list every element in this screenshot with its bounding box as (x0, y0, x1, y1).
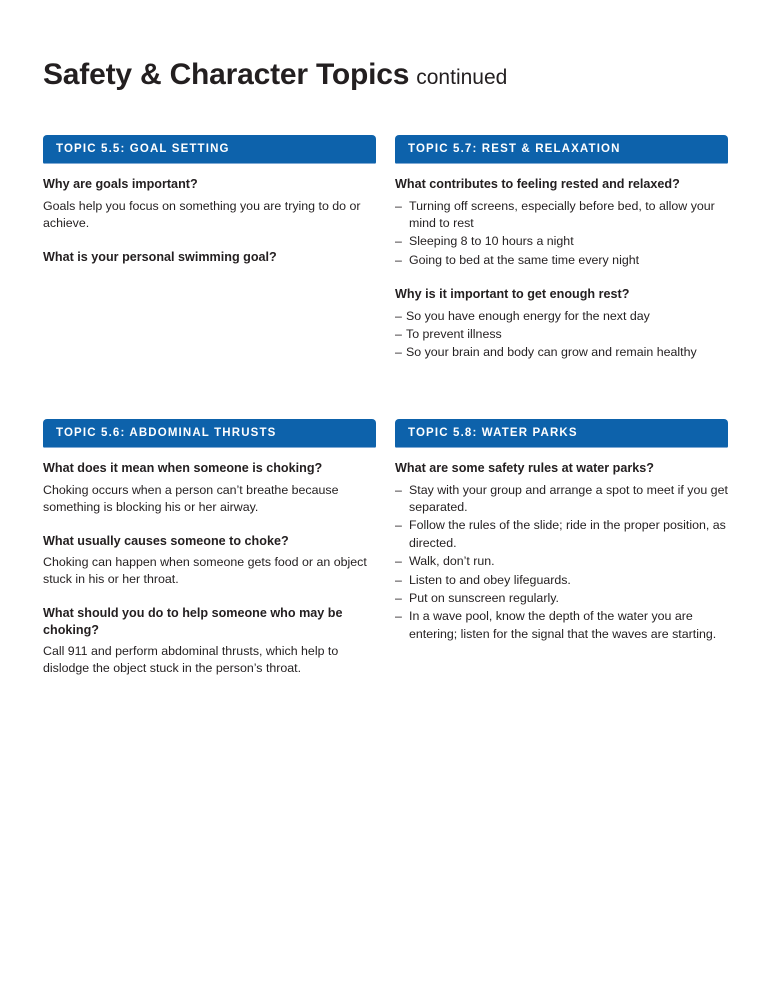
list-item: – Going to bed at the same time every night (395, 252, 728, 269)
list-item: – Stay with your group and arrange a spot to meet if you get separated. (395, 482, 728, 517)
qa-block (395, 176, 728, 269)
qa-block (395, 460, 728, 643)
question-text: What usually causes someone to choke? (43, 533, 289, 548)
list-item: – Walk, don’t run. (395, 553, 728, 570)
answer-list (395, 198, 728, 270)
list-item: – Turning off screens, especially before bed, to allow your mind to rest (395, 198, 728, 233)
topic-body (395, 448, 728, 643)
answer-text: Call 911 and perform abdominal thrusts, which help to dislodge the object stuck in the person’s throat. (43, 644, 339, 675)
list-item: – Sleeping 8 to 10 hours a night (395, 233, 728, 250)
topic-section-5-8 (395, 419, 728, 644)
list-item: – So you have enough energy for the next day (395, 308, 728, 325)
question-text: What are some safety rules at water parks? (395, 461, 654, 475)
page-title-continued: continued (416, 66, 508, 89)
question-text: What does it mean when someone is choking? (43, 461, 323, 475)
list-item: – Listen to and obey lifeguards. (395, 572, 728, 589)
question-text: Why are goals important? (43, 177, 198, 191)
list-item: – So your brain and body can grow and remain healthy (395, 344, 728, 361)
topic-header-bar (395, 135, 728, 164)
topic-header-label: TOPIC 5.6: ABDOMINAL THRUSTS (56, 426, 277, 439)
qa-block (43, 460, 376, 516)
list-item: – To prevent illness (395, 326, 728, 343)
topic-header-label: TOPIC 5.8: WATER PARKS (408, 426, 578, 439)
qa-block (43, 249, 376, 266)
list-item: – Put on sunscreen regularly. (395, 590, 728, 607)
topic-section-5-5 (43, 135, 376, 270)
topic-section-5-7 (395, 135, 728, 363)
question-text: What is your personal swimming goal? (43, 249, 277, 264)
answer-list (395, 482, 728, 644)
topic-header-label: TOPIC 5.5: GOAL SETTING (56, 142, 230, 155)
qa-block (43, 176, 376, 232)
topic-header-bar (43, 135, 376, 164)
topic-header-bar (43, 419, 376, 448)
list-item: – Follow the rules of the slide; ride in the proper position, as directed. (395, 517, 728, 552)
question-text: Why is it important to get enough rest? (395, 287, 630, 302)
qa-block (43, 533, 376, 589)
answer-text: Choking occurs when a person can’t breathe because something is blocking his or her airway. (43, 482, 339, 514)
topic-body (395, 164, 728, 362)
topic-body (43, 448, 376, 677)
question-text: What contributes to feeling rested and relaxed? (395, 177, 680, 191)
question-text: What should you do to help someone who may be choking? (43, 606, 343, 637)
topic-header-label: TOPIC 5.7: REST & RELAXATION (408, 142, 621, 155)
page-title (43, 58, 507, 92)
page-title-main: Safety & Character Topics (43, 58, 410, 91)
qa-block (43, 605, 376, 677)
answer-list (395, 308, 728, 362)
topic-section-5-6 (43, 419, 376, 677)
answer-text: Goals help you focus on something you are trying to do or achieve. (43, 198, 361, 230)
topic-header-bar (395, 419, 728, 448)
list-item: – In a wave pool, know the depth of the water you are entering; listen for the signal that the waves are starting. (395, 608, 728, 643)
qa-block (395, 286, 728, 362)
topic-body (43, 164, 376, 265)
answer-text: Choking can happen when someone gets food or an object stuck in his or her throat. (43, 555, 367, 586)
